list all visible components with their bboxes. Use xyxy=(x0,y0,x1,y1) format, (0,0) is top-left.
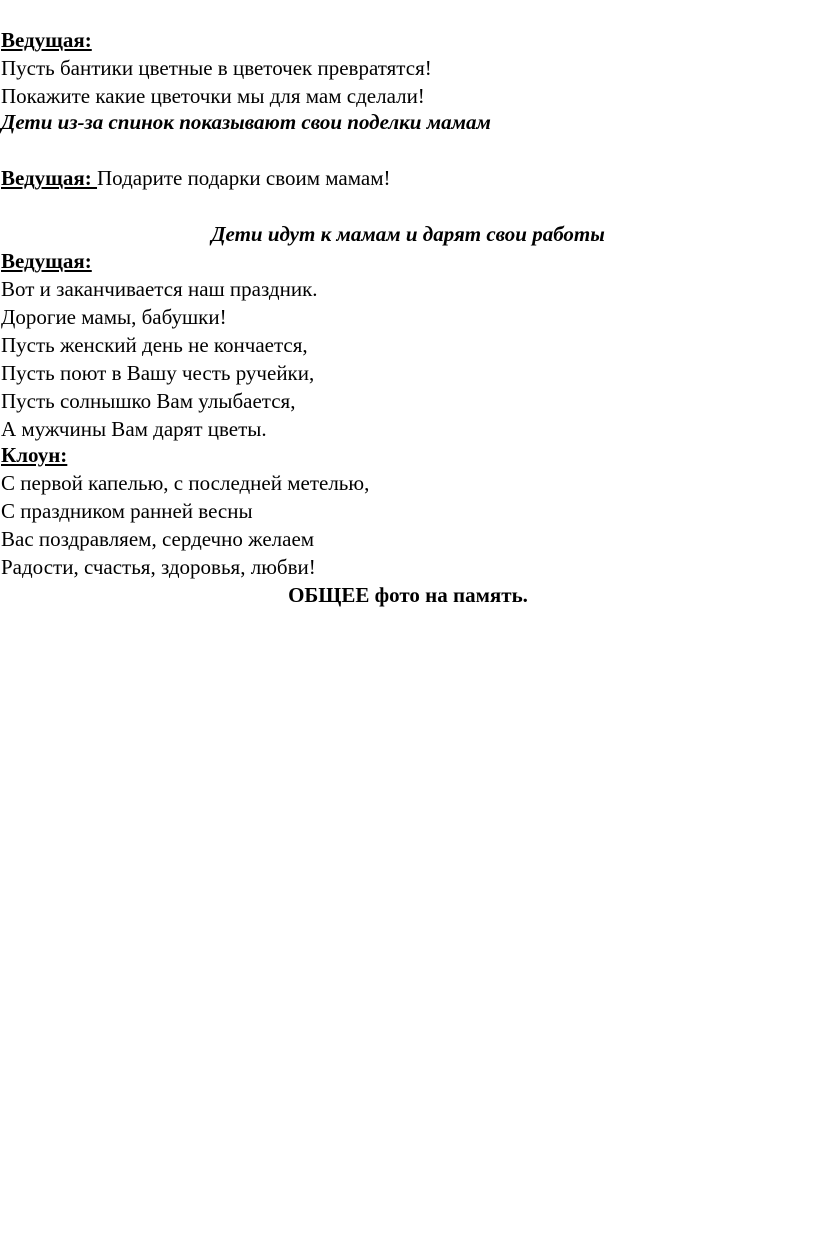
host-label: Ведущая: xyxy=(1,249,92,273)
poem-line: Пусть женский день не кончается, xyxy=(1,333,308,357)
stage-direction: Дети идут к мамам и дарят свои работы xyxy=(211,222,605,246)
poem-line: Пусть солнышко Вам улыбается, xyxy=(1,389,296,413)
closing-line: ОБЩЕЕ фото на память. xyxy=(288,583,528,607)
host-line: Покажите какие цветочки мы для мам сделали! xyxy=(1,84,425,108)
stage-direction: Дети из-за спинок показывают свои поделки мамам xyxy=(1,110,491,134)
poem-line: Вас поздравляем, сердечно желаем xyxy=(1,527,315,551)
poem-line: С первой капелью, с последней метелью, xyxy=(1,471,370,495)
host-label: Ведущая: xyxy=(1,28,92,52)
poem-line: С праздником ранней весны xyxy=(1,499,253,523)
poem-line: Пусть поют в Вашу честь ручейки, xyxy=(1,361,315,385)
host-line: Пусть бантики цветные в цветочек превратятся! xyxy=(1,56,432,80)
clown-label: Клоун: xyxy=(1,443,68,467)
poem-line: Дорогие мамы, бабушки! xyxy=(1,305,227,329)
poem-line: Вот и заканчивается наш праздник. xyxy=(1,277,318,301)
host-line-with-label xyxy=(1,164,390,192)
poem-line: А мужчины Вам дарят цветы. xyxy=(1,417,267,441)
poem-line: Радости, счастья, здоровья, любви! xyxy=(1,555,316,579)
host-line: Подарите подарки своим мамам! xyxy=(97,166,391,190)
host-label: Ведущая: xyxy=(1,166,98,190)
